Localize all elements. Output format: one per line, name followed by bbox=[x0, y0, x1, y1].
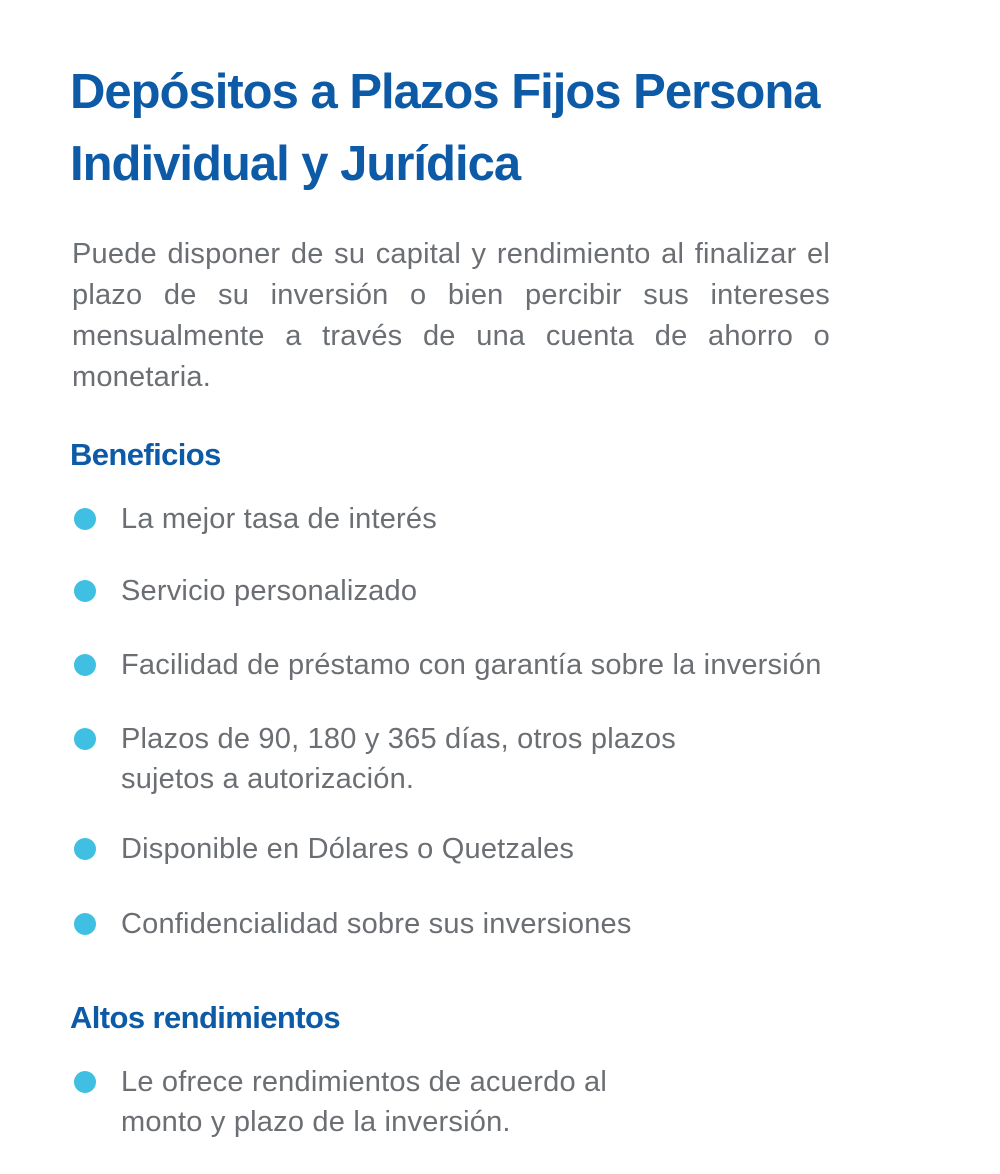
circle-bullet-icon bbox=[74, 508, 96, 530]
circle-bullet-icon bbox=[74, 1071, 96, 1093]
list-item-text: La mejor tasa de interés bbox=[121, 503, 437, 535]
list-item-text: Facilidad de préstamo con garantía sobre la inversión bbox=[121, 649, 822, 681]
circle-bullet-icon bbox=[74, 654, 96, 676]
list-item-text: Plazos de 90, 180 y 365 días, otros plazos sujetos a autorización. bbox=[121, 723, 676, 795]
list-item-text: Servicio personalizado bbox=[121, 575, 418, 607]
list-item-text: Disponible en Dólares o Quetzales bbox=[121, 833, 575, 865]
section-heading-altos-rendimientos: Altos rendimientos bbox=[70, 1000, 340, 1035]
section-heading-beneficios: Beneficios bbox=[70, 437, 221, 472]
circle-bullet-icon bbox=[74, 838, 96, 860]
circle-bullet-icon bbox=[74, 913, 96, 935]
circle-bullet-icon bbox=[74, 728, 96, 750]
list-item-text: Confidencialidad sobre sus inversiones bbox=[121, 908, 632, 940]
circle-bullet-icon bbox=[74, 580, 96, 602]
list-item-text: Le ofrece rendimientos de acuerdo al monto y plazo de la inversión. bbox=[121, 1066, 607, 1138]
page-title: Depósitos a Plazos Fijos Persona Individual y Jurídica bbox=[70, 65, 820, 191]
intro-paragraph: Puede disponer de su capital y rendimiento al finalizar el plazo de su inversión o bien percibir sus intereses mensualmente a través de una cuenta de ahorro o monetaria. bbox=[72, 238, 830, 393]
